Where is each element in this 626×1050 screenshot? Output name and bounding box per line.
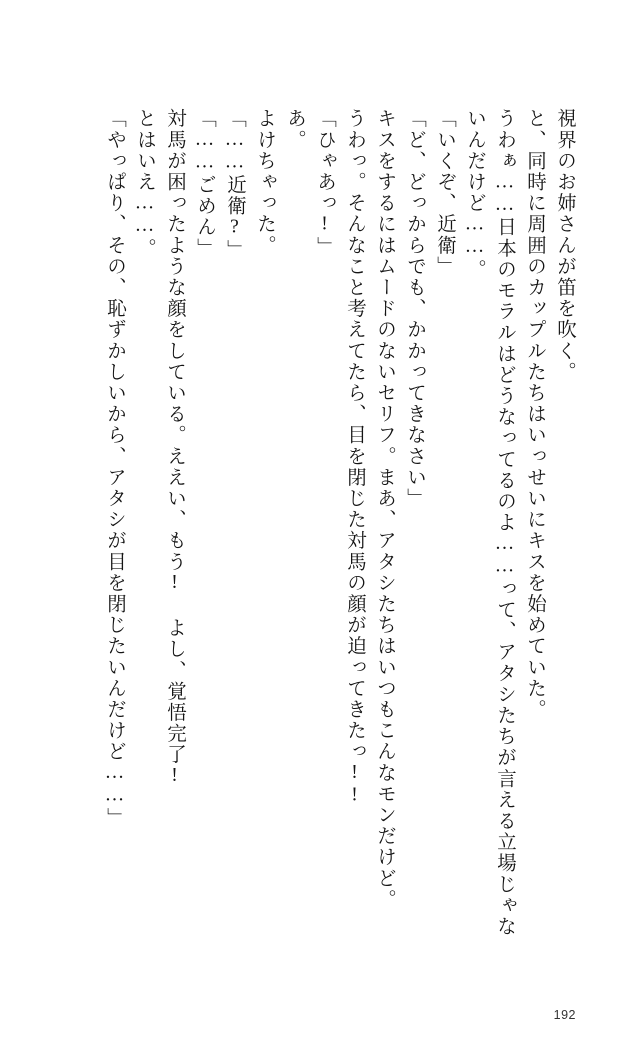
text-line: うわぁ……日本のモラルはどうなってるのよ……って、アタシたちが言える立場じゃな (494, 108, 515, 937)
text-line: よけちゃった。 (254, 108, 275, 256)
text-line: 「やっぱり、その、恥ずかしいから、アタシが目を閉じたいんだけど……」 (104, 108, 125, 829)
text-line: 「いくぞ、近衛」 (434, 108, 455, 277)
text-line: 対馬が困ったような顔をしている。ええい、もう! よし、覚悟完了! (164, 108, 185, 788)
text-line: キスをするにはムードのないセリフ。まあ、アタシたちはいつもこんなモンだけど。 (374, 108, 395, 910)
text-line: 「……近衛?」 (224, 108, 245, 261)
page-number: 192 (553, 1008, 576, 1022)
text-line: 「……ごめん」 (194, 108, 215, 259)
text-line: 「ひゃあっ!」 (314, 108, 335, 258)
text-line: いんだけど……。 (464, 108, 485, 280)
text-line: 「ど、どっからでも、かかってきなさい」 (404, 108, 425, 509)
text-line: と、同時に周囲のカップルたちはいっせいにキスを始めていた。 (524, 108, 545, 720)
text-line: 視界のお姉さんが笛を吹く。 (554, 108, 575, 383)
text-line: とはいえ……。 (134, 108, 155, 259)
text-line: あ。 (284, 108, 305, 151)
text-line: うわっ。そんなこと考えてたら、目を閉じた対馬の顔が迫ってきたっ!! (344, 108, 365, 808)
body-text (70, 108, 575, 937)
